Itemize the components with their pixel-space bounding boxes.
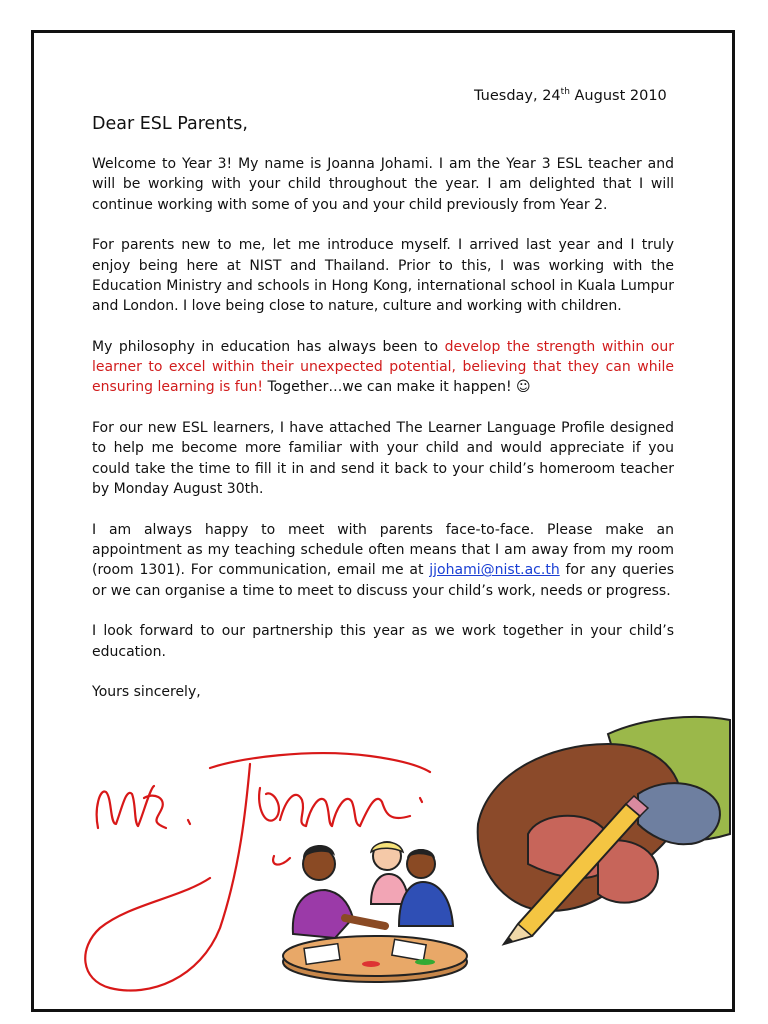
closing: Yours sincerely, xyxy=(92,684,201,701)
philosophy-highlight: develop the strength within our learner to excel within their unexpected potential, believing that they can while ensuring learning is fun! xyxy=(92,338,674,396)
paragraph-language-profile: For our new ESL learners, I have attached The Learner Language Profile designed to help me become more familiar with your child and would appreciate if you could take the time to fill it in and send it back to your child’s homeroom teacher by Monday August 30th. xyxy=(92,420,674,498)
paragraph-partnership: I look forward to our partnership this year as we work together in your child’s education. xyxy=(92,623,674,660)
paragraph-introduction: For parents new to me, let me introduce myself. I arrived last year and I truly enjoy being here at NIST and Thailand. Prior to this, I was working with the Education Ministry and schools in Hong Kong, international school in Kuala Lumpur and London. I love being close to nature, culture and working with children. xyxy=(92,237,674,315)
paragraph-contact: I am always happy to meet with parents face-to-face. Please make an appointment as my teaching schedule often means that I am away from my room (room 1301). For communication, email me at jjohami@nist.ac.th for any queries or we can organise a time to meet to discuss your child’s work, needs or progress. xyxy=(92,521,674,599)
letter-date: Tuesday, 24th August 2010 xyxy=(474,87,667,104)
hand-pencil-clipart xyxy=(468,714,738,964)
paragraph-philosophy: My philosophy in education has always been to develop the strength within our learner to excel within their unexpected potential, believing that they can while ensuring learning is fun! Together…we can make it happen! ☺ xyxy=(92,338,674,396)
email-link[interactable]: jjohami@nist.ac.th xyxy=(429,562,560,579)
teacher-children-clipart xyxy=(275,834,475,994)
paragraph-welcome: Welcome to Year 3! My name is Joanna Johami. I am the Year 3 ESL teacher and will be working with your child throughout the year. I am delighted that I will continue working with some of you and your child previously from Year 2. xyxy=(92,156,674,213)
greeting: Dear ESL Parents, xyxy=(92,114,248,134)
letter-body xyxy=(92,154,674,703)
